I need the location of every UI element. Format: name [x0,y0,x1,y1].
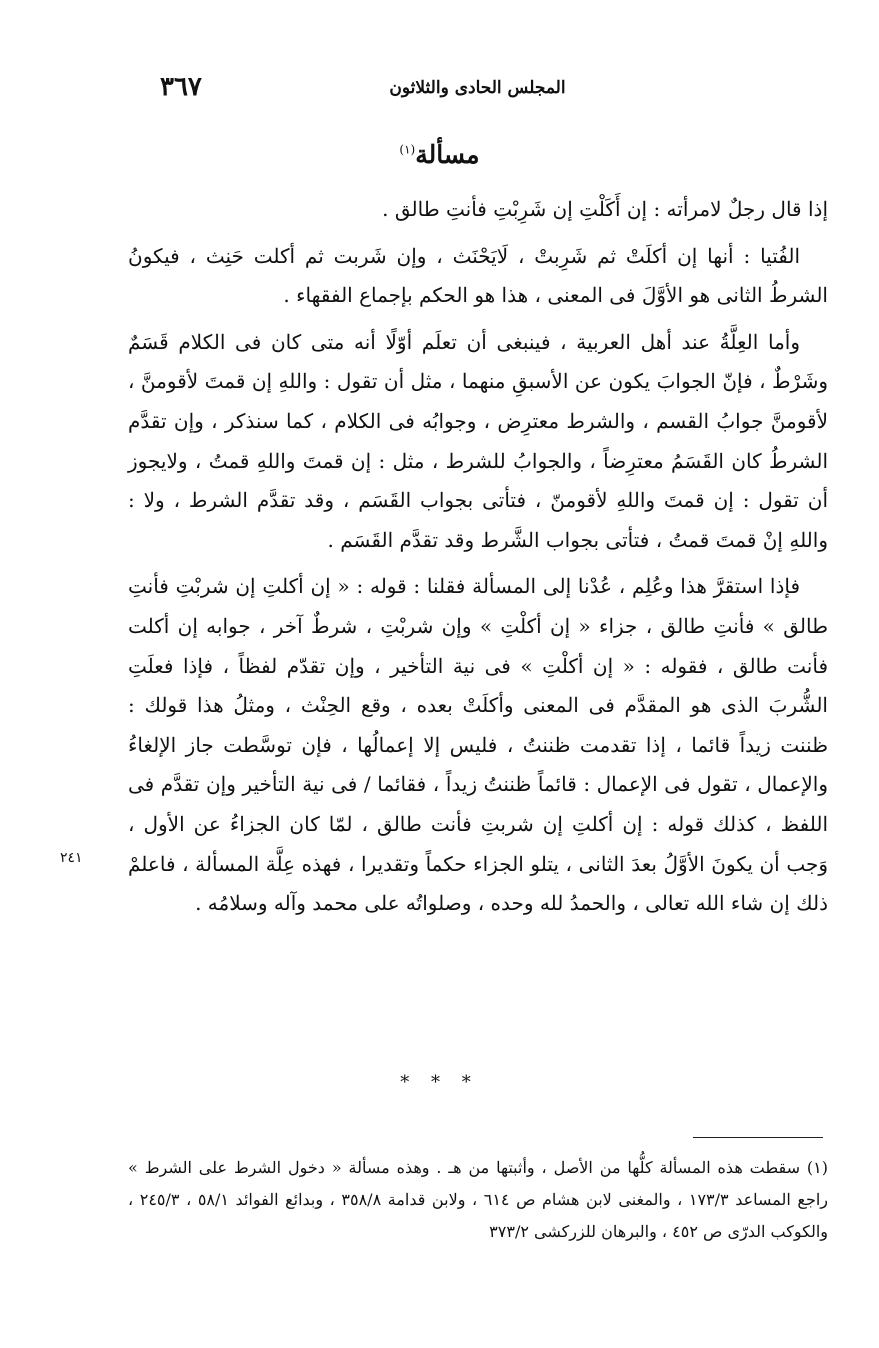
page-header [130,72,825,112]
paragraph-application: فإذا استقرَّ هذا وعُلِم ، عُدْنا إلى المسألة فقلنا : قوله : « إن أكلتِ إن شربْتِ فأنتِ طالق » فأنتِ طالق ، جزاء « إن أكلْتِ » وإن شربْتِ ، شرطٌ آخر ، جوابه إن أكلت فأنت طالق ، فقوله : « إن أكلْتِ » فى نية التأخير ، وإن تقدّم لفظاً ، فإذا فعلَتِ الشُّربَ الذى هو المقدَّم فى المعنى وأكلَتْ بعده ، وقع الحِنْث ، ومثلُ هذا قولك : ظننت زيداً قائما ، إذا تقدمت ظننتُ ، فليس إلا إعمالُها ، فإن توسَّطت جاز الإلغاءُ والإعمال ، تقول فى الإعمال : قائماً ظننتُ زيداً ، فقائما / فى نية التأخير وإن تقدَّم فى اللفظ ، كذلك قوله : إن أكلتِ إن شربتِ فأنت طالق ، لمّا كان الجزاءُ عن الأول ، وَجب أن يكونَ الأوَّلُ بعدَ الثانى ، يتلو الجزاء حكماً وتقديرا ، فهذه عِلَّة المسألة ، فاعلمْ ذلك إن شاء الله تعالى ، والحمدُ لله وحده ، وصلواتُه على محمد وآله وسلامُه . [128,574,828,916]
margin-page-reference: ٢٤١ [60,850,83,866]
section-title [0,140,879,169]
footnote: (١) سقطت هذه المسألة كلُّها من الأصل ، وأثبتها من هـ . وهذه مسألة « دخول الشرط على الشرط » راجع المساعد ١٧٣/٣ ، والمغنى لابن هشام ص ٦١٤ ، ولابن قدامة ٣٥٨/٨ ، وبدائع الفوائد ٥٨/١ ، ٢٤٥/٣ ، والكوكب الدرّى ص ٤٥٢ ، والبرهان للزركشى ٣٧٣/٢ [128,1158,829,1241]
body-text [128,190,828,931]
paragraph-reason: وأما العِلَّةُ عند أهل العربية ، فينبغى أن تعلَم أوّلًا أنه متى كان فى الكلام قَسَمٌ وشَرْطٌ ، فإنّ الجوابَ يكون عن الأسبقِ منهما ، مثل أن تقول : واللهِ إن قمتَ لأقومنَّ ، لأقومنَّ جوابُ القسم ، والشرط معترِض ، وجوابُه فى الكلام ، كما سنذكر ، وإن تقدَّم الشرطُ كان القَسَمُ معترِضاً ، والجوابُ للشرط ، مثل : إن قمتَ واللهِ قمتُ ، ولايجوز أن تقول : إن قمتَ واللهِ لأقومنّ ، فتأتى بجواب القَسَم ، وقد تقدَّم الشرط ، ولا : واللهِ إنْ قمتَ قمتُ ، فتأتى بجواب الشَّرط وقد تقدَّم القَسَم . [128,329,828,552]
footnote-marker: (١) [399,142,416,157]
running-title: المجلس الحادى والثلاثون [389,78,566,98]
page-number: ٣٦٧ [160,72,202,102]
footnote-rule [693,1137,823,1138]
asterism-divider: * * * [400,1072,479,1093]
paragraph-question: إذا قال رجلٌ لامرأته : إن أَكَلْتِ إن شَرِبْتِ فأنتِ طالق . [382,197,828,221]
paragraph-fatwa: الفُتيا : أنها إن أكلَتْ ثم شَرِبتْ ، لَايَحْنَث ، وإن شَربت ثم أكلت حَنِث ، فيكونُ الشرطُ الثانى هو الأوَّلَ فى المعنى ، هذا هو الحكم بإجماع الفقهاء . [128,243,828,308]
section-title-text: مسألة [415,140,480,169]
